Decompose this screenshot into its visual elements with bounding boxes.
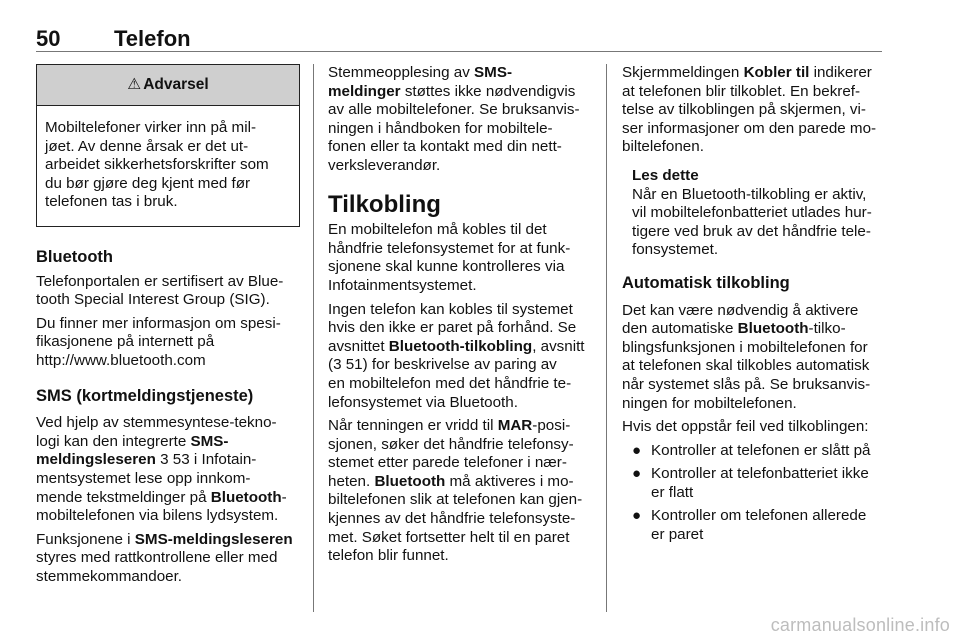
note-box: Les dette Når en Bluetooth-tilkobling er aktiv, vil mobiltelefonbatteriet utlades hur- tigere ved bruk av det håndfrie tele- fonsystemet. xyxy=(632,167,890,260)
page-ref-icon: 3 xyxy=(333,356,342,374)
paragraph-certification: Telefonportalen er sertifisert av Blue- tooth Special Interest Group (SIG). xyxy=(36,272,284,309)
section-title: Telefon xyxy=(114,26,191,51)
paragraph-sms-reader: Ved hjelp av stemmesyntese-tekno- logi kan den integrerte SMS- meldingsleseren 3 53 i Infotain- mentsystemet lese opp innkom- mende tekstmeldinger på Bluetooth- mobiltelefonen via bilens lydsystem. xyxy=(36,414,287,525)
warning-triangle-icon: ⚠ xyxy=(127,75,142,93)
column-3 xyxy=(622,64,890,550)
column-2 xyxy=(328,64,596,571)
tilkobling-heading: Tilkobling xyxy=(328,190,441,218)
paragraph-sms-controls: Funksjonene i SMS-meldingsleseren styres med rattkontrollene eller med stemmekommandoer. xyxy=(36,530,293,585)
warning-body xyxy=(37,106,299,226)
column-divider-1 xyxy=(313,64,314,612)
header-rule xyxy=(36,51,882,52)
paragraph-sms-support: Stemmeopplesing av SMS- meldinger støttes ikke nødvendigvis av alle mobiltelefoner. Se bruksanvis- ningen i håndboken for mobiltele- fonen eller ta kontakt med din nett- verksleverandør. xyxy=(328,64,580,174)
column-divider-2 xyxy=(606,64,607,612)
troubleshoot-list xyxy=(622,442,890,545)
paragraph-more-info: Du finner mer informasjon om spesi- fikasjonene på internett på http://www.bluetooth.com xyxy=(36,315,302,371)
auto-connect-heading: Automatisk tilkobling xyxy=(622,273,790,292)
warning-box xyxy=(36,64,300,227)
bluetooth-heading: Bluetooth xyxy=(36,247,113,266)
warning-text-line: du bør gjøre deg kjent med før xyxy=(45,174,251,192)
column-1 xyxy=(36,64,302,591)
bullet-icon: ● xyxy=(632,441,642,459)
warning-text-line: arbeidet sikkerhetsforskrifter som xyxy=(45,156,269,174)
warning-header xyxy=(37,65,299,106)
warning-text-line: telefonen tas i bruk. xyxy=(45,193,178,211)
paragraph-auto-connect: Det kan være nødvendig å aktivere den automatiske Bluetooth-tilko- blingsfunksjonen i mobiltelefonen for at telefonen skal tilkobles automatisk når systemet slås på. Se bruksanvis- ningen for mobiltelefonen. xyxy=(622,301,871,412)
paragraph-connecting-message: Skjermmeldingen Kobler til indikerer at telefonen blir tilkoblet. En bekref- telse av tilkoblingen på skjermen, vi- ser informasjoner om den parede mo- biltelefonen. xyxy=(622,64,877,156)
note-title: Les dette xyxy=(632,166,699,184)
paragraph-ignition-search: Når tenningen er vridd til MAR-posi- sjonen, søker det håndfrie telefonsy- stemet etter parede telefoner i nær- heten. Bluetooth må aktiveres i mo- biltelefonen slik at telefonen kan gjen- kjennes av det håndfrie telefonsyste- met. Søket fortsetter helt til en paret telefon blir funnet. xyxy=(328,417,583,565)
paragraph-pairing: Ingen telefon kan kobles til systemet hvis den ikke er paret på forhånd. Se avsnittet Bluetooth-tilkobling, avsnitt (3 51) for beskrivelse av paring av en mobiltelefon med det håndfrie te- lefonsystemet via Bluetooth. xyxy=(328,300,585,411)
watermark: carmanualsonline.info xyxy=(770,615,950,635)
list-item: ● Kontroller at telefonbatteriet ikke er flatt xyxy=(632,465,869,501)
list-item: ● Kontroller om telefonen allerede er paret xyxy=(632,507,867,544)
paragraph-troubleshoot-intro: Hvis det oppstår feil ved tilkoblingen: xyxy=(622,418,869,436)
warning-text-line: Mobiltelefoner virker inn på mil- xyxy=(45,119,257,136)
page-ref-icon: 3 xyxy=(160,451,169,469)
bluetooth-url: http://www.bluetooth.com xyxy=(36,351,206,369)
bullet-icon: ● xyxy=(632,507,642,525)
page-header xyxy=(36,26,882,52)
paragraph-connect-phone: En mobiltelefon må kobles til det håndfrie telefonsystemet for at funk- sjonene skal kunne kontrolleres via Infotainmentsystemet. xyxy=(328,221,571,294)
list-item: ● Kontroller at telefonen er slått på xyxy=(632,441,871,459)
warning-text-line: jøet. Av denne årsak er det ut- xyxy=(45,137,249,155)
warning-title: Advarsel xyxy=(143,75,209,93)
bullet-icon: ● xyxy=(632,465,642,483)
sms-heading: SMS (kortmeldingstjeneste) xyxy=(36,386,254,405)
page-number: 50 xyxy=(36,26,61,51)
